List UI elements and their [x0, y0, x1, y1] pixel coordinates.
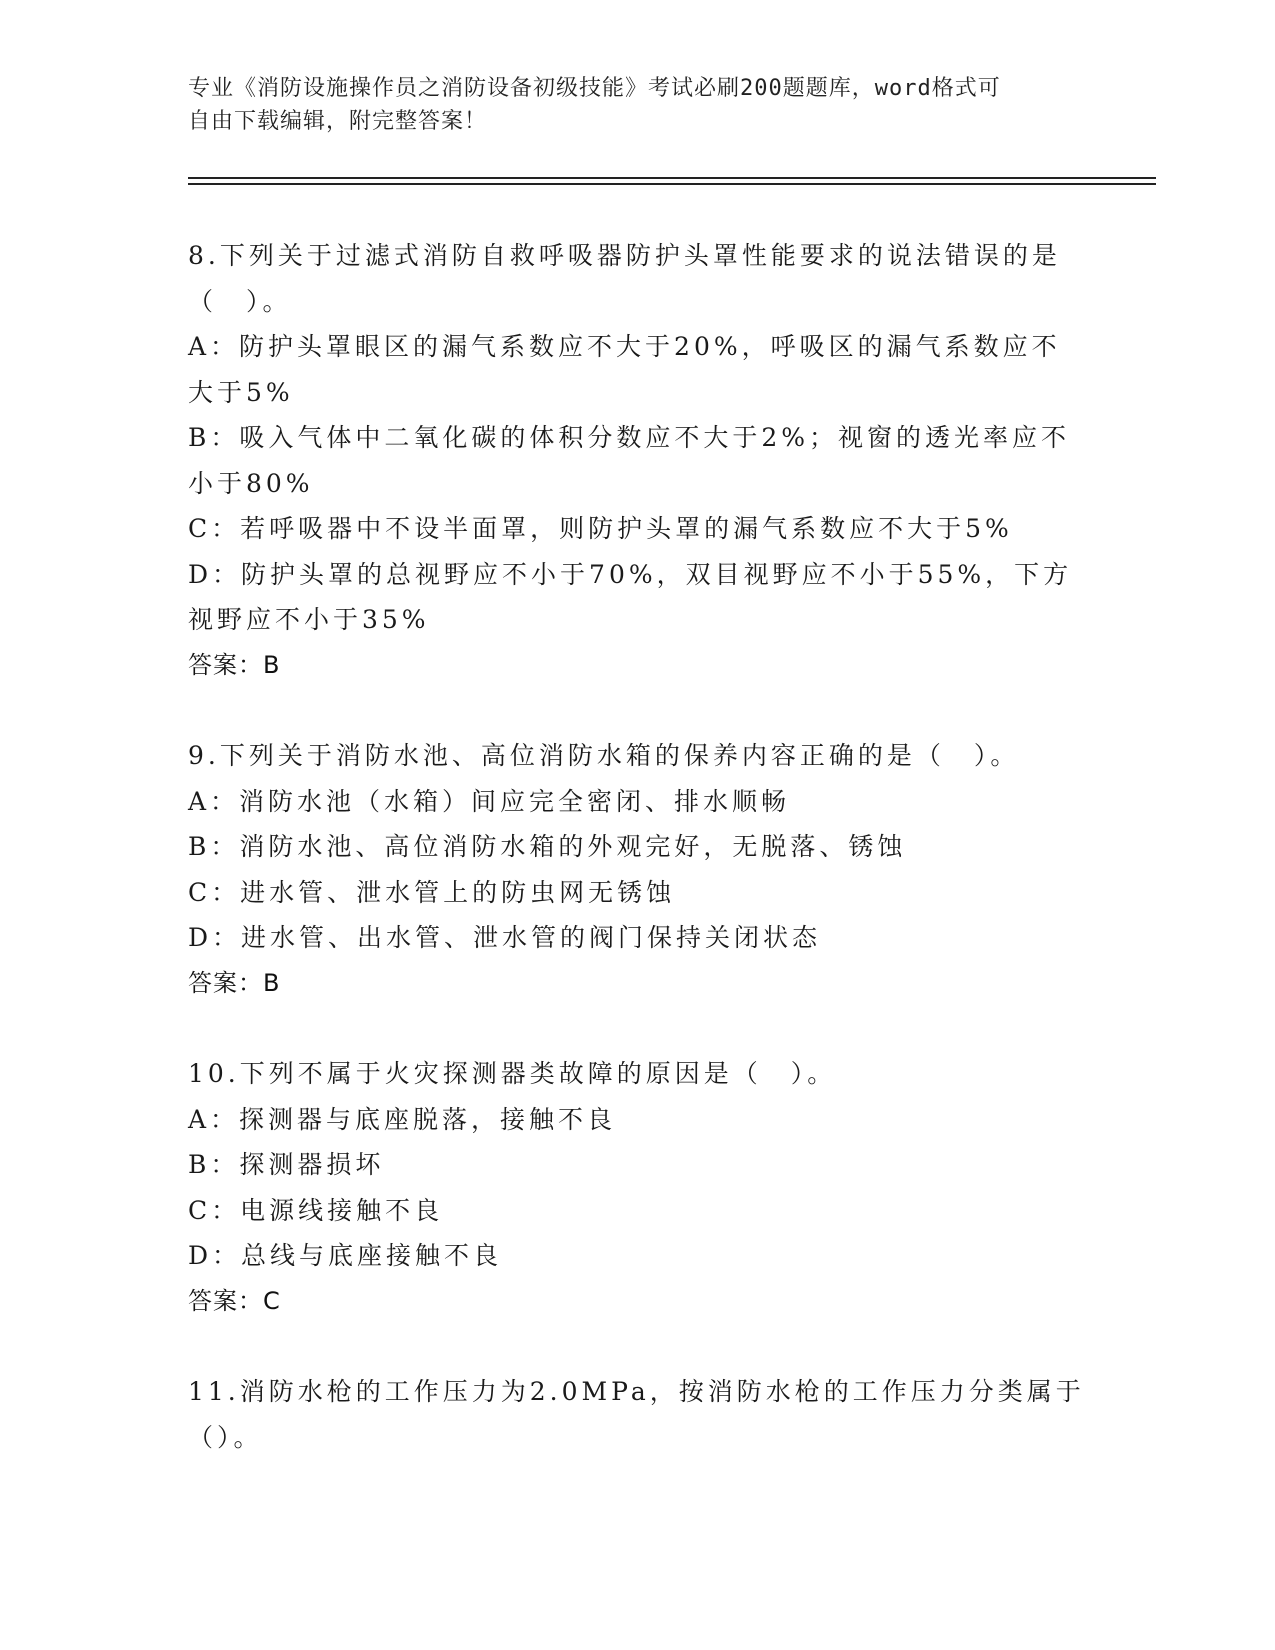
- header-line-1: 专业《消防设施操作员之消防设备初级技能》考试必刷200题题库，word格式可: [188, 76, 1001, 101]
- option-d: D：防护头罩的总视野应不小于70%，双目视野应不小于55%，下方视野应不小于35%: [188, 559, 1073, 634]
- option-b: B：吸入气体中二氧化碳的体积分数应不大于2%；视窗的透光率应不小于80%: [188, 423, 1071, 498]
- answer-label: 答案：B: [188, 968, 281, 997]
- question-list: [188, 233, 1088, 1505]
- option-b: B：探测器损坏: [188, 1150, 385, 1179]
- option-c: C：电源线接触不良: [188, 1195, 444, 1225]
- question-stem: 10.下列不属于火灾探测器类故障的原因是（ ）。: [188, 1059, 837, 1088]
- option-a: A：探测器与底座脱落，接触不良: [188, 1104, 617, 1134]
- option-c: C：进水管、泄水管上的防虫网无锈蚀: [188, 877, 676, 907]
- question-9: [188, 733, 1088, 1006]
- document-header: [188, 72, 1068, 138]
- header-line-2: 自由下载编辑，附完整答案！: [188, 109, 488, 134]
- answer-label: 答案：B: [188, 650, 281, 679]
- option-a: A：防护头罩眼区的漏气系数应不大于20%，呼吸区的漏气系数应不大于5%: [188, 332, 1061, 407]
- header-divider-top: [188, 177, 1156, 179]
- option-d: D：总线与底座接触不良: [188, 1241, 503, 1270]
- question-stem: 8.下列关于过滤式消防自救呼吸器防护头罩性能要求的说法错误的是（ ）。: [188, 241, 1061, 316]
- question-8: [188, 233, 1088, 688]
- option-a: A：消防水池（水箱）间应完全密闭、排水顺畅: [188, 786, 791, 816]
- header-divider-bottom: [188, 183, 1156, 185]
- option-b: B：消防水池、高位消防水箱的外观完好，无脱落、锈蚀: [188, 832, 907, 861]
- answer-label: 答案：C: [188, 1286, 281, 1315]
- question-stem: 11.消防水枪的工作压力为2.0MPa，按消防水枪的工作压力分类属于（）。: [188, 1377, 1085, 1452]
- question-10: [188, 1051, 1088, 1324]
- option-d: D：进水管、出水管、泄水管的阀门保持关闭状态: [188, 923, 822, 952]
- question-11: [188, 1369, 1088, 1460]
- option-c: C：若呼吸器中不设半面罩，则防护头罩的漏气系数应不大于5%: [188, 514, 1013, 543]
- question-stem: 9.下列关于消防水池、高位消防水箱的保养内容正确的是（ ）。: [188, 741, 1020, 770]
